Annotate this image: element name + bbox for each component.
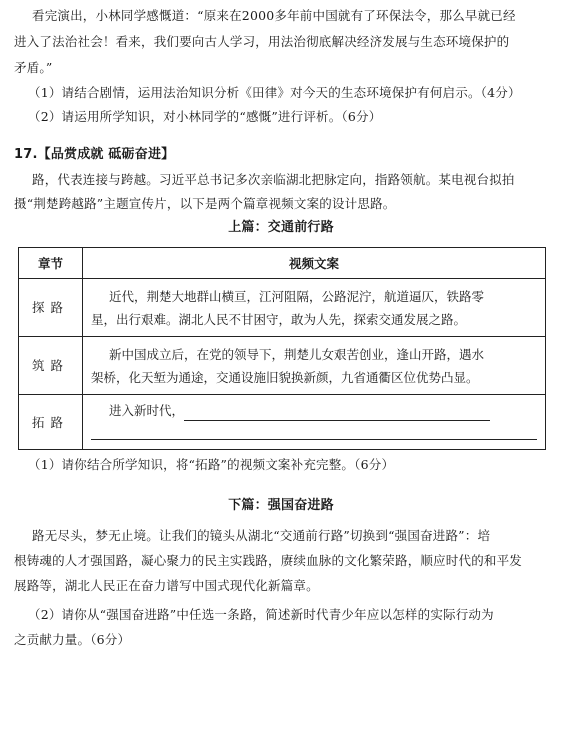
video-copy-table (18, 247, 546, 450)
question-17-sub-1: （1）请你结合所学知识，将“拓路”的视频文案补充完整。（6分） (28, 457, 395, 472)
copy-line: 进入新时代， (109, 402, 185, 418)
chapter-cell: 探路 (19, 279, 83, 337)
question-17-sub-2-line-2: 之贡献力量。（6分） (14, 632, 131, 647)
question-17-intro-line-1: 路，代表连接与跨越。习近平总书记多次亲临湖北把脉定向，指路领航。某电视台拟拍 (32, 172, 515, 187)
copy-line: 新中国成立后，在党的领导下，荆楚儿女艰苦创业，逢山开路，遇水 (109, 346, 485, 362)
chapter-cell: 拓路 (19, 395, 83, 450)
copy-cell (83, 337, 546, 395)
part-2-line-1: 路无尽头，梦无止境。让我们的镜头从湖北“交通前行路”切换到“强国奋进路”：培 (32, 528, 491, 543)
question-17-intro-line-2: 摄“荆楚跨越路”主题宣传片，以下是两个篇章视频文案的设计思路。 (14, 196, 396, 211)
question-16-sub-2: （2）请运用所学知识，对小林同学的“感慨”进行评析。（6分） (28, 109, 382, 124)
answer-blank[interactable] (184, 406, 490, 421)
intro-line-3: 矛盾。” (14, 60, 53, 75)
header-chapter: 章节 (19, 248, 83, 279)
copy-line: 架桥，化天堑为通途，交通设施旧貌换新颜，九省通衢区位优势凸显。 (91, 369, 479, 385)
chapter-cell: 筑路 (19, 337, 83, 395)
table-row (19, 279, 546, 337)
answer-blank[interactable] (91, 425, 537, 440)
copy-line: 近代，荆楚大地群山横亘，江河阻隔，公路泥泞，航道逼仄，铁路零 (109, 288, 485, 304)
table-header-row (19, 248, 546, 279)
part-2-line-2: 根铸魂的人才强国路，凝心聚力的民主实践路，赓续血脉的文化繁荣路，顺应时代的和平发 (14, 553, 523, 568)
copy-cell (83, 279, 546, 337)
intro-line-2: 进入了法治社会！看来，我们要向古人学习，用法治彻底解决经济发展与生态环境保护的 (14, 34, 510, 49)
header-video-copy: 视频文案 (83, 248, 546, 279)
part-1-title: 上篇：交通前行路 (228, 220, 334, 235)
part-2-title: 下篇：强国奋进路 (228, 498, 334, 513)
copy-cell (83, 395, 546, 450)
question-17-sub-2-line-1: （2）请你从“强国奋进路”中任选一条路，简述新时代青少年应以怎样的实际行动为 (28, 607, 494, 622)
part-2-line-3: 展路等，湖北人民正在奋力谱写中国式现代化新篇章。 (14, 578, 319, 593)
question-17-heading: 17.【品赏成就 砥砺奋进】 (14, 147, 175, 162)
intro-line-1: 看完演出，小林同学感慨道：“原来在2000多年前中国就有了环保法令，那么早就已经 (32, 8, 516, 23)
table-row (19, 395, 546, 450)
table-row (19, 337, 546, 395)
copy-line: 星，出行艰难。湖北人民不甘困守，敢为人先，探索交通发展之路。 (91, 311, 467, 327)
question-16-sub-1: （1）请结合剧情，运用法治知识分析《田律》对今天的生态环境保护有何启示。（4分） (28, 85, 521, 100)
